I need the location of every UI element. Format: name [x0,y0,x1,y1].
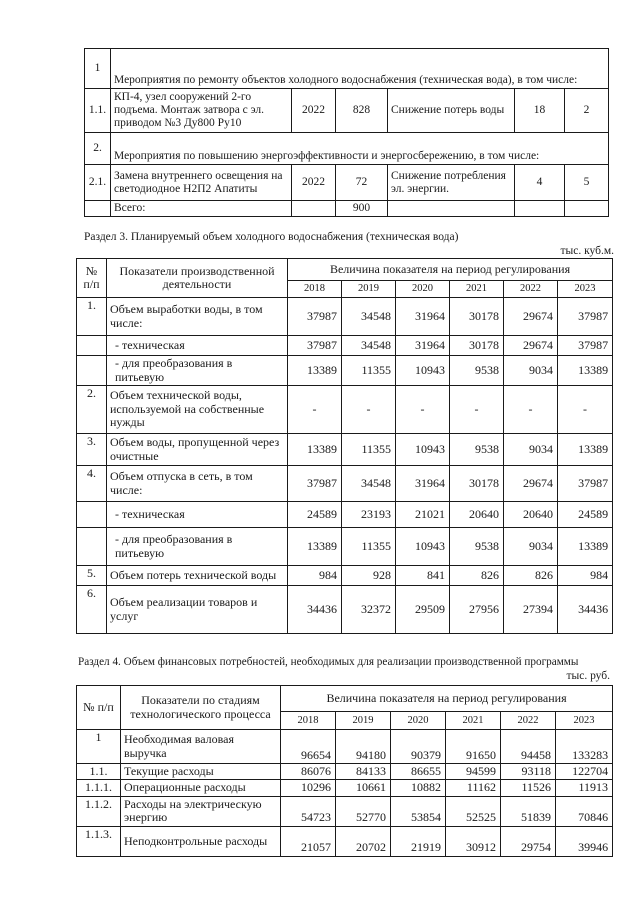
table-row [85,133,609,165]
table-row [85,201,609,217]
value-cell: 29509 [396,586,450,634]
indicator-name: - для преобразования в питьевую [107,356,288,386]
value-cell: 10296 [281,780,336,796]
section-heading: Мероприятия по ремонту объектов холодного водоснабжения (техническая вода), в том числе: [111,49,609,89]
value-cell: 841 [396,566,450,586]
indicator-name: - техническая [107,502,288,528]
year-header: 2023 [558,281,613,298]
value-cell: 31964 [396,336,450,356]
value-cell: 24589 [288,502,342,528]
header-value: Величина показателя на период регулирования [281,686,613,712]
row-number: 6. [77,586,107,634]
indicator-name: Объем технической воды, используемой на собственные нужды [107,386,288,434]
value-cell: 94180 [336,730,391,764]
table-row [85,89,609,133]
value-cell: 31964 [396,298,450,336]
indicator-name: Операционные расходы [121,780,281,796]
value-cell: 21919 [391,826,446,856]
value-cell: 29674 [504,466,558,502]
indicator-name: Объем выработки воды, в том числе: [107,298,288,336]
table-row [77,356,613,386]
value-cell: 30178 [450,336,504,356]
value-cell: 86655 [391,764,446,780]
table-row [77,528,613,566]
row-number: 1. [77,298,107,336]
year-header: 2019 [336,712,391,730]
row-number: 1.1. [85,89,111,133]
value-cell: - [450,386,504,434]
table-row [77,566,613,586]
row-number: 2.1. [85,165,111,201]
value-cell: 84133 [336,764,391,780]
value-cell: 34548 [342,466,396,502]
event-cost: 828 [336,89,388,133]
indicator-name: - техническая [107,336,288,356]
value-cell: 10943 [396,356,450,386]
value-cell: 54723 [281,796,336,826]
table-row [85,49,609,89]
event-effect: Снижение потерь воды [388,89,515,133]
table-row [77,434,613,466]
table-row [77,826,613,856]
volume-table [76,258,613,634]
event-effect [388,201,515,217]
value-cell: 27956 [450,586,504,634]
value-cell: 13389 [558,356,613,386]
header-value: Величина показателя на период регулирования [288,259,613,281]
year-header: 2020 [396,281,450,298]
year-header: 2018 [281,712,336,730]
value-cell: 11355 [342,528,396,566]
year-header: 2022 [501,712,556,730]
header-name: Показатели производственной деятельности [107,259,288,298]
section3-unit: тыс. куб.м. [560,245,614,257]
event-year [292,201,336,217]
row-number [77,356,107,386]
event-indicator-a [515,201,565,217]
value-cell: 30178 [450,298,504,336]
value-cell: 94599 [446,764,501,780]
event-description: КП-4, узел сооружений 2-го подъема. Монтаж затвора с эл. приводом №3 Ду800 Ру10 [111,89,292,133]
year-header: 2023 [556,712,613,730]
value-cell: 928 [342,566,396,586]
event-indicator-b [565,201,609,217]
value-cell: 11913 [556,780,613,796]
value-cell: 37987 [558,466,613,502]
value-cell: 984 [558,566,613,586]
row-number: 2. [77,386,107,434]
value-cell: 826 [450,566,504,586]
value-cell: - [342,386,396,434]
value-cell: 96654 [281,730,336,764]
value-cell: 10943 [396,434,450,466]
value-cell: 37987 [288,466,342,502]
value-cell: 9538 [450,434,504,466]
value-cell: 20702 [336,826,391,856]
table-row [77,466,613,502]
value-cell: 24589 [558,502,613,528]
row-number [85,201,111,217]
value-cell: 9538 [450,356,504,386]
event-effect: Снижение потребления эл. энергии. [388,165,515,201]
event-description: Всего: [111,201,292,217]
row-number: 3. [77,434,107,466]
value-cell: 52525 [446,796,501,826]
finance-table [76,685,613,857]
value-cell: 34548 [342,298,396,336]
table-row [77,796,613,826]
value-cell: 29674 [504,336,558,356]
event-cost: 72 [336,165,388,201]
value-cell: 90379 [391,730,446,764]
value-cell: 9034 [504,434,558,466]
indicator-name: Объем отпуска в сеть, в том числе: [107,466,288,502]
event-indicator-b: 2 [565,89,609,133]
table-row [77,730,613,764]
value-cell: 27394 [504,586,558,634]
table-row [77,764,613,780]
value-cell: 23193 [342,502,396,528]
event-year: 2022 [292,165,336,201]
value-cell: 34548 [342,336,396,356]
indicator-name: Объем воды, пропущенной через очистные [107,434,288,466]
value-cell: 37987 [558,336,613,356]
indicator-name: Неподконтрольные расходы [121,826,281,856]
indicator-name: Расходы на электрическую энергию [121,796,281,826]
table-row [77,502,613,528]
value-cell: 29674 [504,298,558,336]
value-cell: - [504,386,558,434]
row-number [77,502,107,528]
value-cell: 34436 [288,586,342,634]
row-number: 1.1.2. [77,796,121,826]
events-table [84,48,609,217]
year-header: 2022 [504,281,558,298]
section3-title: Раздел 3. Планируемый объем холодного водоснабжения (техническая вода) [84,231,459,243]
indicator-name: Объем потерь технической воды [107,566,288,586]
header-num: № п/п [77,259,107,298]
value-cell: 30178 [450,466,504,502]
value-cell: 51839 [501,796,556,826]
event-description: Замена внутреннего освещения на светодиодное Н2П2 Апатиты [111,165,292,201]
table-row [77,780,613,796]
indicator-name: Текущие расходы [121,764,281,780]
indicator-name: - для преобразования в питьевую [107,528,288,566]
value-cell: 34436 [558,586,613,634]
value-cell: 13389 [288,356,342,386]
value-cell: 11526 [501,780,556,796]
value-cell: - [288,386,342,434]
value-cell: 32372 [342,586,396,634]
value-cell: 93118 [501,764,556,780]
value-cell: - [396,386,450,434]
value-cell: 9538 [450,528,504,566]
table-row [77,336,613,356]
value-cell: 13389 [558,528,613,566]
value-cell: 70846 [556,796,613,826]
event-cost: 900 [336,201,388,217]
value-cell: 984 [288,566,342,586]
row-number [77,336,107,356]
value-cell: 133283 [556,730,613,764]
row-number: 1 [77,730,121,764]
value-cell: 20640 [504,502,558,528]
row-number: 5. [77,566,107,586]
indicator-name: Объем реализации товаров и услуг [107,586,288,634]
value-cell: 91650 [446,730,501,764]
value-cell: 10661 [336,780,391,796]
value-cell: 13389 [558,434,613,466]
value-cell: 31964 [396,466,450,502]
year-header: 2020 [391,712,446,730]
section4-unit: тыс. руб. [566,670,610,682]
table-row [77,386,613,434]
value-cell: 86076 [281,764,336,780]
event-indicator-a: 18 [515,89,565,133]
value-cell: 37987 [288,336,342,356]
value-cell: 13389 [288,528,342,566]
value-cell: 39946 [556,826,613,856]
row-number: 1.1.1. [77,780,121,796]
event-indicator-b: 5 [565,165,609,201]
value-cell: 20640 [450,502,504,528]
header-name: Показатели по стадиям технологического процесса [121,686,281,730]
value-cell: 122704 [556,764,613,780]
row-number: 4. [77,466,107,502]
header-num: № п/п [77,686,121,730]
indicator-name: Необходимая валовая выручка [121,730,281,764]
row-number: 1 [85,49,111,89]
section4-title: Раздел 4. Объем финансовых потребностей, необходимых для реализации производственной программы [78,656,579,668]
value-cell: 21021 [396,502,450,528]
event-indicator-a: 4 [515,165,565,201]
value-cell: 37987 [288,298,342,336]
section-heading: Мероприятия по повышению энергоэффективности и энергосбережению, в том числе: [111,133,609,165]
value-cell: 29754 [501,826,556,856]
value-cell: 10882 [391,780,446,796]
value-cell: 37987 [558,298,613,336]
value-cell: 13389 [288,434,342,466]
year-header: 2021 [450,281,504,298]
value-cell: 11355 [342,356,396,386]
value-cell: 53854 [391,796,446,826]
value-cell: 52770 [336,796,391,826]
value-cell: 10943 [396,528,450,566]
value-cell: 30912 [446,826,501,856]
row-number: 1.1. [77,764,121,780]
value-cell: 11355 [342,434,396,466]
year-header: 2018 [288,281,342,298]
value-cell: - [558,386,613,434]
year-header: 2021 [446,712,501,730]
event-year: 2022 [292,89,336,133]
value-cell: 9034 [504,356,558,386]
value-cell: 21057 [281,826,336,856]
table-row [77,298,613,336]
row-number [77,528,107,566]
row-number: 1.1.3. [77,826,121,856]
value-cell: 826 [504,566,558,586]
table-row [85,165,609,201]
row-number: 2. [85,133,111,165]
value-cell: 9034 [504,528,558,566]
value-cell: 94458 [501,730,556,764]
table-row [77,586,613,634]
year-header: 2019 [342,281,396,298]
value-cell: 11162 [446,780,501,796]
